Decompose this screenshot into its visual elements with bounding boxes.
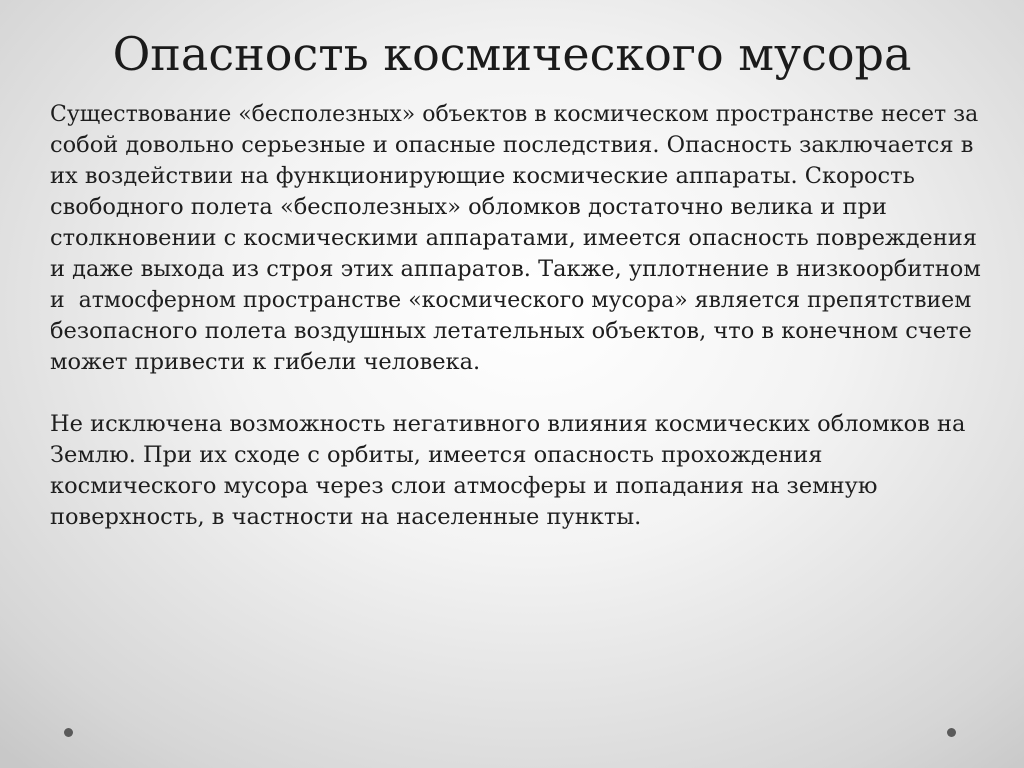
text-line: безопасного полета воздушных летательных объектов, что в конечном счете	[50, 318, 972, 344]
text-line: космического мусора через слои атмосферы и попадания на земную	[50, 473, 878, 499]
text-line: может привести к гибели человека.	[50, 349, 481, 375]
paragraph-2	[50, 409, 990, 533]
slide-body	[50, 99, 990, 533]
text-line: и атмосферном пространстве «космического мусора» является препятствием	[50, 288, 972, 313]
paragraph-1	[50, 99, 990, 378]
decorative-dot-left	[64, 728, 73, 737]
text-line: Существование «бесполезных» объектов в космическом пространстве несет за	[50, 102, 979, 127]
text-line: их воздействии на функционирующие космические аппараты. Скорость	[50, 163, 915, 189]
text-line: поверхность, в частности на населенные пункты.	[50, 504, 642, 530]
text-line: собой довольно серьезные и опасные последствия. Опасность заключается в	[50, 132, 974, 158]
slide-title: Опасность космического мусора	[112, 27, 912, 81]
text-line: Не исключена возможность негативного влияния космических обломков на	[50, 411, 966, 437]
decorative-dot-right	[947, 728, 956, 737]
text-line: столкновении с космическими аппаратами, имеется опасность повреждения	[50, 225, 977, 251]
text-line: свободного полета «бесполезных» обломков достаточно велика и при	[50, 194, 887, 220]
text-line: Землю. При их сходе с орбиты, имеется опасность прохождения	[50, 442, 823, 468]
text-line: и даже выхода из строя этих аппаратов. Также, уплотнение в низкоорбитном	[50, 256, 981, 282]
